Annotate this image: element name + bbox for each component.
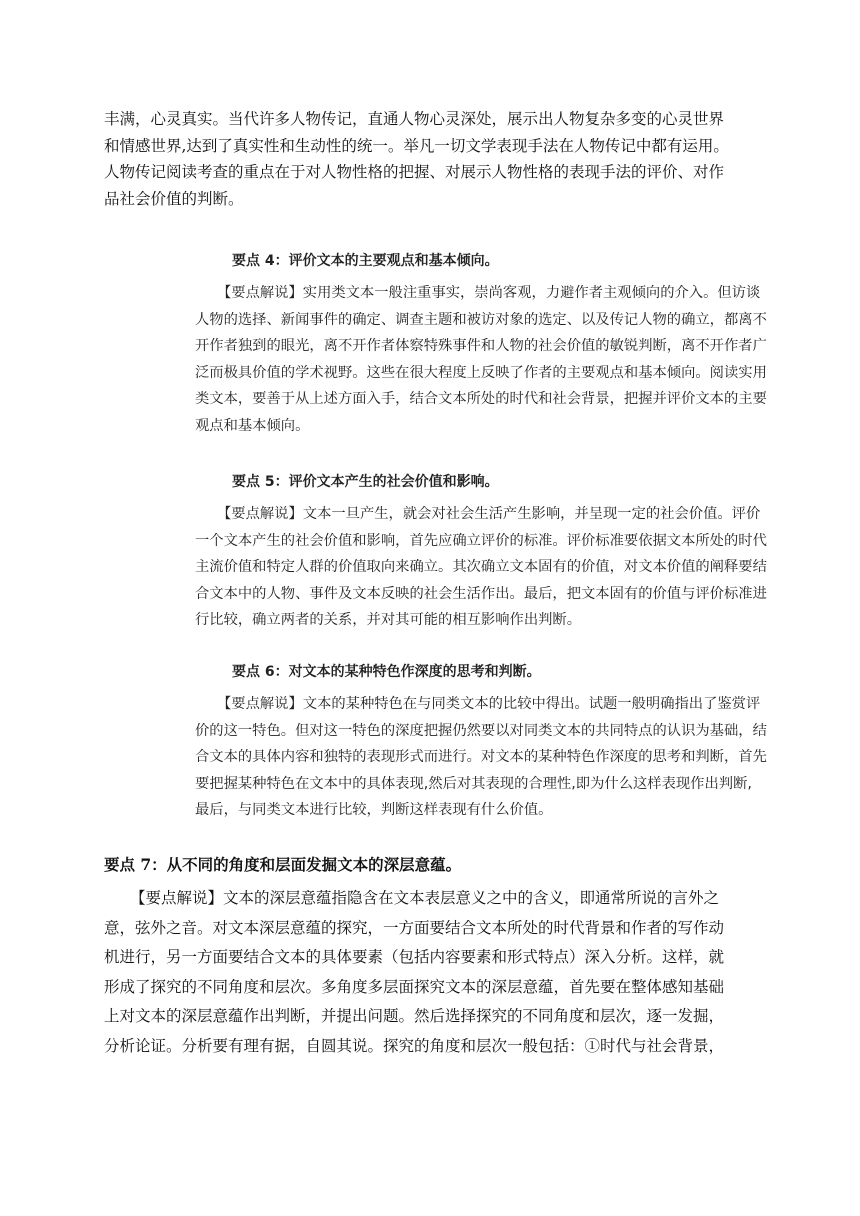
section-heading: 要点 6：对文本的某种特色作深度的思考和判断。 bbox=[232, 664, 541, 680]
text-line: 观点和基本倾向。 bbox=[195, 417, 310, 434]
section-heading: 要点 4：评价文本的主要观点和基本倾向。 bbox=[232, 253, 499, 269]
text-line: 意，弦外之音。对文本深层意蕴的探究，一方面要结合文本所处的时代背景和作者的写作动 bbox=[104, 918, 725, 937]
intro-paragraph bbox=[104, 106, 754, 212]
section-body bbox=[195, 280, 775, 440]
text-line: 泛而极具价值的学术视野。这些在很大程度上反映了作者的主要观点和基本倾向。阅读实用 bbox=[195, 364, 767, 381]
text-line: 类文本，要善于从上述方面入手，结合文本所处的时代和社会背景，把握并评价文本的主要 bbox=[195, 391, 767, 408]
text-line: 形成了探究的不同角度和层次。多角度多层面探究文本的深层意蕴，首先要在整体感知基础 bbox=[104, 977, 725, 996]
text-line: 价的这一特色。但对这一特色的深度把握仍然要以对同类文本的共同特点的认识为基础，结 bbox=[195, 722, 767, 739]
section-body bbox=[104, 884, 764, 1062]
section-body bbox=[195, 501, 775, 634]
text-line: 最后，与同类文本进行比较，判断这样表现有什么价值。 bbox=[195, 802, 553, 819]
text-line: 行比较，确立两者的关系，并对其可能的相互影响作出判断。 bbox=[195, 612, 582, 629]
text-line: 人物传记阅读考查的重点在于对人物性格的把握、对展示人物性格的表现手法的评价、对作 bbox=[104, 163, 725, 181]
section-point-7 bbox=[104, 854, 764, 1062]
text-line: 机进行，另一方面要结合文本的具体要素（包括内容要素和形式特点）深入分析。这样，就 bbox=[104, 948, 725, 967]
text-line: 分析论证。分析要有理有据，自圆其说。探究的角度和层次一般包括：①时代与社会背景， bbox=[104, 1036, 725, 1055]
text-line: 上对文本的深层意蕴作出判断，并提出问题。然后选择探究的不同角度和层次，逐一发掘， bbox=[104, 1007, 725, 1026]
text-line: 品社会价值的判断。 bbox=[104, 189, 244, 208]
text-line: 丰满，心灵真实。当代许多人物传记，直通人物心灵深处，展示出人物复杂多变的心灵世界 bbox=[104, 110, 725, 128]
text-line: 合文本的具体内容和独特的表现形式而进行。对文本的某种特色作深度的思考和判断，首先 bbox=[195, 749, 767, 766]
section-heading: 要点 7：从不同的角度和层面发掘文本的深层意蕴。 bbox=[104, 855, 462, 874]
section-heading: 要点 5：评价文本产生的社会价值和影响。 bbox=[232, 474, 499, 490]
section-point-6 bbox=[195, 661, 775, 824]
text-line: 合文本中的人物、事件及文本反映的社会生活作出。最后，把文本固有的价值与评价标准进 bbox=[195, 585, 767, 602]
text-line: 要把握某种特色在文本中的具体表现,然后对其表现的合理性,即为什么这样表现作出判断, bbox=[195, 775, 752, 792]
section-point-5 bbox=[195, 471, 775, 634]
text-line: 一个文本产生的社会价值和影响，首先应确立评价的标准。评价标准要依据文本所处的时代 bbox=[195, 532, 767, 549]
text-line: 【要点解说】文本的深层意蕴指隐含在文本表层意义之中的含义，即通常所说的言外之 bbox=[130, 889, 720, 907]
text-line: 人物的选择、新闻事件的确定、调查主题和被访对象的选定、以及传记人物的确立，都离不 bbox=[195, 311, 767, 328]
text-line: 【要点解说】文本一旦产生，就会对社会生活产生影响，并呈现一定的社会价值。评价 bbox=[217, 506, 761, 522]
text-line: 【要点解说】实用类文本一般注重事实，崇尚客观，力避作者主观倾向的介入。但访谈 bbox=[217, 285, 761, 301]
section-point-4 bbox=[195, 250, 775, 440]
text-line: 和情感世界,达到了真实性和生动性的统一。举凡一切文学表现手法在人物传记中都有运用。 bbox=[104, 136, 729, 155]
section-body bbox=[195, 691, 775, 824]
text-line: 【要点解说】文本的某种特色在与同类文本的比较中得出。试题一般明确指出了鉴赏评 bbox=[217, 696, 761, 712]
text-line: 主流价值和特定人群的价值取向来确立。其次确立文本固有的价值，对文本价值的阐释要结 bbox=[195, 559, 767, 576]
text-line: 开作者独到的眼光，离不开作者体察特殊事件和人物的社会价值的敏锐判断，离不开作者广 bbox=[195, 338, 767, 355]
